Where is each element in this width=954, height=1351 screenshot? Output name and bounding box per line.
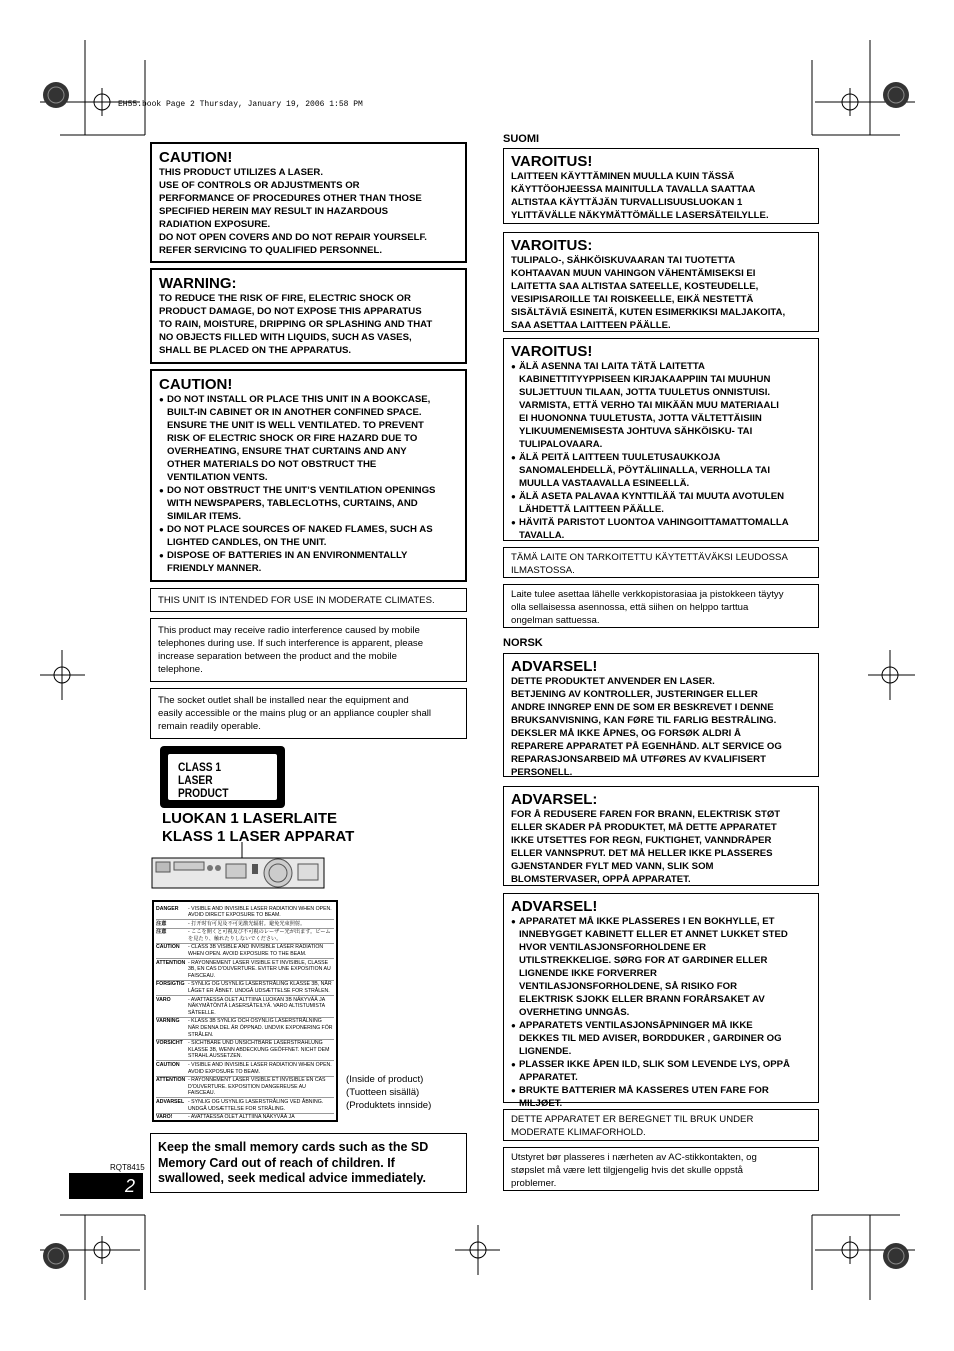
laser-class-fi: LUOKAN 1 LASERLAITE [162,810,338,827]
caution-box-2 [150,369,467,582]
advarsel-bullets [511,915,811,1110]
laser-warning-row [156,1040,334,1062]
laser-warning-row [156,929,334,944]
text-line: TULIPALO-, SÄHKÖISKUVAARAN TAI TUOTETTA [511,255,736,266]
laser-warning-key: VORSICHT [156,1040,183,1047]
text-line: KOHTAAVAN MUUN VAHINGON VÄHENTÄMISEKSI EI [511,268,756,279]
bullet-line: OTHER MATERIALS DO NOT OBSTRUCT THE [167,459,377,470]
laser-warning-key: ATTENTION [156,959,186,966]
text-line: MODERATE KLIMAFORHOLD. [511,1127,646,1138]
bullet-line: WITH NEWSPAPERS, TABLECLOTHS, CURTAINS, AND [167,498,418,509]
product-rear-illustration [150,840,330,890]
laser-warning-text: - RAYONNEMENT LASER VISIBLE ET INVISIBLE, CLASSE 3B, EN CAS D'OUVERTURE. EVITER UNE EXPOSITION AU FAISCEAU. [188,959,331,979]
bullet-line: ● APPARATET MÅ IKKE PLASSERES I EN BOKHYLLE, ET [519,916,775,927]
advarsel-box-1 [503,653,819,777]
laser-warning-key: FORSIGTIG [156,981,185,988]
text-line: PRODUCT DAMAGE, DO NOT EXPOSE THIS APPARATUS [159,306,422,317]
text-line: REFER SERVICING TO QUALIFIED PERSONNEL. [159,245,382,256]
laser-warning-row [156,959,334,981]
bullet-line: SANOMALEHDELLÄ, PÖYTÄLIINALLA, VERHOLLA TAI [519,465,771,476]
bullet-line: VENTILATION VENTS. [167,472,268,483]
document-code: RQT8415 [110,1163,145,1172]
advarsel-text [511,808,811,886]
bullet-line: TULIPALOVAARA. [519,439,603,450]
no-climate-note [503,1109,819,1141]
bullet-line: ● DISPOSE OF BATTERIES IN AN ENVIRONMENTALLY [167,550,408,561]
laser-warning-key: VARO! [156,1114,173,1121]
laser-warning-key: CAUTION [156,1061,180,1068]
bullet-line: LIGNENDE IKKE FORVERRER [519,968,657,979]
varoitus-title: VAROITUS! [511,343,593,360]
text-line: swallowed, seek medical advice immediately. [158,1171,426,1185]
text-line: DEKSLER MÅ IKKE ÅPNES, OG FORSØK ALDRI Å [511,728,741,739]
text-line: LAITETTA SAA ALTISTAA SATEELLE, KOSTEUDELLE, [511,281,759,292]
laser-warning-key: ADVARSEL [156,1098,185,1105]
text-line: NO OBJECTS FILLED WITH LIQUIDS, SUCH AS VASES, [159,332,412,343]
text-line: increase separation between the product and the mobile [158,651,397,662]
fi-socket-text [511,588,811,627]
text-line: VESIPISAROILLE TAI ROISKEELLE, EIKÄ NESTETTÄ [511,294,754,305]
text-line: Utstyret bør plasseres i nærheten av AC-stikkontakten, og [511,1152,757,1163]
text-line: YLITTÄVÄLLE NÄKYMÄTTÖMÄLLE LASERSÄTEILYLLE. [511,210,769,221]
text-line: telephone. [158,664,203,675]
laser-warning-row [156,905,334,920]
laser-warning-text: - 打开时有可见及不可见激光辐射。避免光束照射。 [188,920,306,927]
varoitus-box-2 [503,232,819,332]
varoitus-box-3 [503,338,819,541]
caution-bullets [159,393,458,575]
text-line: IKKE UTSETTES FOR REGN, FUKTIGHET, VANNDRÅPER [511,835,772,846]
fi-climate-note [503,547,819,578]
text-line: TO RAIN, MOISTURE, DRIPPING OR SPLASHING AND THAT [159,319,433,330]
bullet-line: ● BRUKTE BATTERIER MÅ KASSERES UTEN FARE FOR [519,1085,769,1096]
laser-class-line2: LASER PRODUCT [178,773,229,800]
laser-warning-row [156,1061,334,1076]
climate-note [150,588,467,612]
laser-warning-row [156,996,334,1018]
laser-warning-row [156,1098,334,1113]
text-line: BLOMSTERVASER, OPPÅ APPARATET. [511,874,691,885]
bullet-line: INNEBYGGET KABINETT ELLER ET ANNET LUKKET STED [519,929,788,940]
bullet-line: UTILSTREKKELIGE. SØRG FOR AT GARDINER ELLER [519,955,768,966]
bullet-line: LÄHDETTÄ LAITTEEN PÄÄLLE. [519,504,664,515]
advarsel-title: ADVARSEL! [511,898,598,915]
advarsel-title: ADVARSEL: [511,791,598,808]
memory-card-text [158,1140,459,1187]
varoitus-text [511,170,811,222]
socket-text [158,694,459,733]
laser-warning-key: 注意 [156,920,167,927]
inside-note [346,1073,431,1112]
text-line: THIS PRODUCT UTILIZES A LASER. [159,167,323,178]
bullet-line: ● DO NOT PLACE SOURCES OF NAKED FLAMES, SUCH AS [167,524,433,535]
bullet-line: RISK OF ELECTRIC SHOCK OR FIRE HAZARD DUE TO [167,433,418,444]
no-climate-text [511,1113,811,1139]
varoitus-box-1 [503,148,819,224]
text-line: USE OF CONTROLS OR ADJUSTMENTS OR [159,180,360,191]
text-line: RADIATION EXPOSURE. [159,219,271,230]
laser-warning-text: - AVATTAESSA OLET ALTTIINA LUOKAN 3B NÄKYVÄÄ JA NÄKYMÄTÖNTÄ LASERSÄTEILYÄ. VARO ALTISTUMISTA SÄTEELLE. [188,996,325,1016]
text-line: FOR Å REDUSERE FAREN FOR BRANN, ELEKTRISK STØT [511,809,781,820]
memory-card-warning [150,1133,467,1193]
laser-warning-text: - CLASS 3B VISIBLE AND INVISIBLE LASER RADIATION WHEN OPEN. AVOID EXPOSURE TO THE BEAM. [188,944,324,958]
radio-note [150,618,467,682]
text-line: DETTE PRODUKTET ANVENDER EN LASER. [511,676,715,687]
text-line: ALTISTAA KÄYTTÄJÄN TURVALLISUUSLUOKAN 1 [511,197,743,208]
text-line: The socket outlet shall be installed near the equipment and [158,695,409,706]
text-line: Laite tulee asettaa lähelle verkkopistorasiaa ja pistokkeen täytyy [511,589,784,600]
text-line: Memory Card out of reach of children. If [158,1155,395,1170]
varoitus-bullets [511,360,811,542]
laser-warning-key: 注意 [156,929,167,936]
text-line: telephones during use. If such interference is apparent, please [158,638,424,649]
radio-text [158,624,459,676]
bullet-item [511,360,811,451]
bullet-item [511,490,811,516]
laser-class-sv: KLASS 1 LASER APPARAT [162,828,355,845]
text-line: BETJENING AV KONTROLLER, JUSTERINGER ELLER [511,689,758,700]
text-line: ILMASTOSSA. [511,565,575,576]
page-number-tab [69,1173,143,1199]
caution-title: CAUTION! [159,149,233,166]
caution-text [159,166,458,257]
text-line: This product may receive radio interference caused by mobile [158,625,420,636]
text-line: ongelman sattuessa. [511,615,600,626]
laser-warning-row [156,1018,334,1040]
text-line: ELLER SKADER PÅ PRODUKTET, MÅ DETTE APPARATET [511,822,777,833]
laser-warning-text: - VISIBLE AND INVISIBLE LASER RADIATION WHEN OPEN. AVOID DIRECT EXPOSURE TO BEAM. [188,905,332,919]
text-line: easily accessible or the mains plug or an appliance coupler shall [158,708,432,719]
laser-warning-text: - SYNLIG OG USYNLIG LASERSTRÅLING VED ÅBNING. UNDGÅ UDSÆTTELSE FOR STRÅLING. [188,1098,324,1112]
text-line: SAA ASETTAA LAITTEEN PÄÄLLE. [511,320,671,331]
laser-warning-text: - ここを開くと可視及び不可視のレーザー光が出ます。ビームを見たり、触れたりしないでください。 [188,929,331,942]
no-socket-text [511,1151,811,1190]
text-line: REPARASJONSARBEID MÅ UTFØRES AV KVALIFISERT [511,754,766,765]
bullet-line: ● APPARATETS VENTILASJONSÅPNINGER MÅ IKKE [519,1020,753,1031]
laser-warning-label [152,900,338,1122]
socket-note [150,688,467,739]
bullet-line: OVERHEATING, ENSURE THAT CURTAINS AND ANY [167,446,407,457]
bullet-line: ● HÄVITÄ PARISTOT LUONTOA VAHINGOITTAMATTOMALLA [519,517,789,528]
warning-text [159,292,458,357]
bullet-line: MUULLA VASTAAVALLA ESINEELLÄ. [519,478,690,489]
varoitus-title: VAROITUS: [511,237,593,254]
bullet-line: ● ÄLÄ ASENNA TAI LAITA TÄTÄ LAITETTA [519,361,705,372]
fi-socket-note [503,584,819,628]
bullet-item [511,1019,811,1058]
text-line: PERFORMANCE OF PROCEDURES OTHER THAN THOSE [159,193,422,204]
bullet-line: DEKKES TIL MED AVISER, BORDDUKER , GARDINER OG [519,1033,782,1044]
text-line: LAITTEEN KÄYTTÄMINEN MUULLA KUIN TÄSSÄ [511,171,735,182]
text-line: SISÄLTÄVIÄ ESINEITÄ, KUTEN ESIMERKIKSI MALJAKOITA, [511,307,786,318]
page-number: 2 [124,1176,135,1196]
advarsel-text [511,675,811,779]
text-line: DETTE APPARATET ER BEREGNET TIL BRUK UNDER [511,1114,754,1125]
bullet-item [511,1084,811,1110]
bullet-item [511,451,811,490]
text-line: problemer. [511,1178,557,1189]
text-line: Keep the small memory cards such as the SD [158,1140,429,1154]
bullet-line: KABINETTITYYPPISEEN KIRJAKAAPPIIN TAI MUUHUN [519,374,771,385]
text-line: PERSONELL. [511,767,573,778]
bullet-item [159,393,458,484]
warning-title: WARNING: [159,275,237,292]
laser-warning-key: VARNING [156,1018,180,1025]
bullet-line: ENSURE THE UNIT IS WELL VENTILATED. TO PREVENT [167,420,424,431]
text-line: TO REDUCE THE RISK OF FIRE, ELECTRIC SHOCK OR [159,293,411,304]
text-line: støpslet må være lett tilgjengelig hvis det skulle oppstå [511,1165,743,1176]
advarsel-box-3 [503,893,819,1109]
section-label-suomi: SUOMI [503,133,540,145]
bullet-line: LIGHTED CANDLES, ON THE UNIT. [167,537,327,548]
laser-warning-text: - SYNLIG OG USYNLIG LASERSTRÅLING KLASSE 3B, NÅR LÅGET ER ÅBNET. UNDGÅ UDSÆTTELSE FOR STRÅLEN. [188,981,332,995]
caution-title: CAUTION! [159,376,233,393]
laser-warning-key: CAUTION [156,944,180,951]
bullet-line: VENTILASJONSFORHOLDENE, SÅ RISIKO FOR [519,981,738,992]
text-line: BRUKSANVISNING, KAN FØRE TIL FARLIG BESTRÅLING. [511,715,777,726]
bullet-line: HVOR VENTILASJONSFORHOLDENE ER [519,942,707,953]
laser-warning-row [156,944,334,959]
bullet-line: FRIENDLY MANNER. [167,563,262,574]
laser-warning-key: DANGER [156,905,179,912]
bullet-line: TAVALLA. [519,530,565,541]
climate-text: THIS UNIT IS INTENDED FOR USE IN MODERATE CLIMATES. [158,595,435,606]
bullet-line: YLIKUUMENEMISESTA JOHTUVA SÄHKÖISKU- TAI [519,426,753,437]
laser-class-line1: CLASS 1 [178,760,222,774]
file-stamp: EH55.book Page 2 Thursday, January 19, 2006 1:58 PM [118,100,363,109]
bullet-line: BUILT-IN CABINET OR IN ANOTHER CONFINED SPACE. [167,407,422,418]
varoitus-title: VAROITUS! [511,153,593,170]
text-line: (Tuotteen sisällä) [346,1087,420,1098]
bullet-line: ● DO NOT INSTALL OR PLACE THIS UNIT IN A BOOKCASE, [167,394,431,405]
text-line: remain readily operable. [158,721,261,732]
bullet-line: LIGNENDE. [519,1046,572,1057]
bullet-item [159,523,458,549]
bullet-line: ● PLASSER IKKE ÅPEN ILD, SLIK SOM LEVENDE LYS, OPPÅ [519,1059,790,1070]
bullet-item [511,915,811,1019]
text-line: SPECIFIED HEREIN MAY RESULT IN HAZARDOUS [159,206,389,217]
bullet-line: ● ÄLÄ PEITÄ LAITTEEN TUULETUSAUKKOJA [519,452,721,463]
laser-warning-rows [156,905,334,1122]
warning-box [150,268,467,364]
text-line: ELLER VANNSPRUT. DET MÅ HELLER IKKE PLASSERES [511,848,773,859]
text-line: TÄMÄ LAITE ON TARKOITETTU KÄYTETTÄVÄKSI LEUDOSSA [511,552,788,563]
laser-warning-text: - KLASS 3B SYNLIG OCH OSYNLIG LASERSTRÅLNING NÄR DENNA DEL ÄR ÖPPNAD. UNDVIK EXPONERING FÖR STRÅLEN. [188,1018,333,1038]
bullet-line: APPARATET. [519,1072,578,1083]
bullet-line: ● ÄLÄ ASETA PALAVAA KYNTTILÄÄ TAI MUUTA AVOTULEN [519,491,785,502]
laser-warning-row [156,1114,334,1122]
bullet-item [159,549,458,575]
text-line: ANDRE INNGREP ENN DE SOM ER BESKREVET I DENNE [511,702,774,713]
laser-warning-text: - VISIBLE AND INVISIBLE LASER RADIATION WHEN OPEN. AVOID EXPOSURE TO BEAM. [188,1061,332,1075]
bullet-line: OVERHETING UNNGÅS. [519,1007,630,1018]
laser-warning-key: ATTENTION [156,1077,186,1084]
bullet-item [159,484,458,523]
bullet-line: ● DO NOT OBSTRUCT THE UNIT’S VENTILATION OPENINGS [167,485,436,496]
bullet-line: SULJETTUUN TILAAN, JOTTA TUULETUS ONNISTUISI. [519,387,771,398]
text-line: KÄYTTÖOHJEESSA MAINITULLA TAVALLA SAATTAA [511,184,756,195]
bullet-line: SIMILAR ITEMS. [167,511,242,522]
bullet-line: EI HUONONNA TUULETUSTA, JOTTA VÄLTETTÄISIIN [519,413,762,424]
bullet-line: MILJØET. [519,1098,563,1109]
section-label-norsk: NORSK [503,637,543,649]
text-line: (Inside of product) [346,1074,424,1085]
laser-warning-row [156,920,334,929]
fi-climate-text [511,551,811,577]
varoitus-text [511,254,811,332]
laser-warning-key: VARO [156,996,171,1003]
no-socket-note [503,1147,819,1191]
bullet-line: VARMISTA, ETTÄ VERHO TAI MIKÄÄN MUU MATERIAALI [519,400,779,411]
caution-box-1 [150,142,467,263]
laser-warning-text: - RAYONNEMENT LASER VISIBLE ET INVISIBLE EN CAS D'OUVERTURE. EXPOSITION DANGEREUSE AU FAISCEAU. [188,1077,326,1097]
text-line: (Produktets innside) [346,1100,432,1111]
laser-warning-text: - SICHTBARE UND UNSICHTBARE LASERSTRAHLUNG KLASSE 3B, WENN ABDECKUNG GEÖFFNET. NICHT DEM STRAHL AUSSETZEN. [188,1040,330,1060]
laser-warning-text: - AVATTAESSA OLET ALTTIINA NÄKYVÄÄ JA [188,1114,295,1121]
text-line: DO NOT OPEN COVERS AND DO NOT REPAIR YOURSELF. [159,232,427,243]
laser-warning-row [156,981,334,996]
text-line: SHALL BE PLACED ON THE APPARATUS. [159,345,352,356]
bullet-item [511,1058,811,1084]
bullet-line: ELEKTRISK SJOKK ELLER BRANN FORÅRSAKET AV [519,994,765,1005]
laser-class-label [160,746,285,808]
text-line: REPARERE APPARATET PÅ EGENHÅND. ALT SERVICE OG [511,741,782,752]
advarsel-title: ADVARSEL! [511,658,598,675]
advarsel-box-2 [503,786,819,886]
text-line: GJENSTANDER FYLT MED VANN, SLIK SOM [511,861,714,872]
text-line: olla sellaisessa asennossa, että siihen on helppo tarttua [511,602,749,613]
bullet-item [511,516,811,542]
laser-warning-row [156,1077,334,1099]
